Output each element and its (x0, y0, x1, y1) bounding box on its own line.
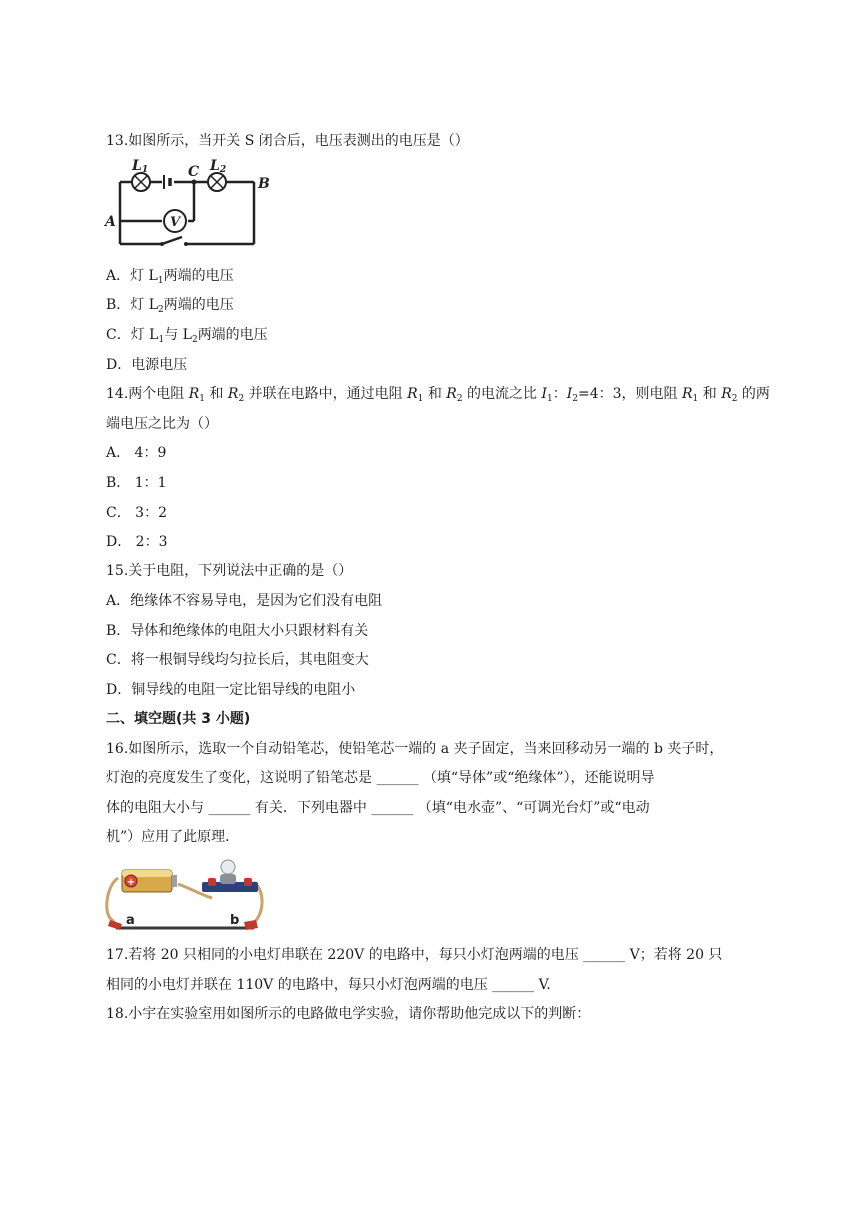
q13-circuit-diagram (104, 160, 274, 260)
q14-option-d: D． 2：3 (106, 534, 168, 550)
q14-option-a: A． 4：9 (106, 445, 167, 461)
point-b-label: B (258, 176, 270, 192)
point-c-label: C (188, 164, 200, 180)
q16-line2: 灯泡的亮度发生了变化，这说明了铅笔芯是 ______ （填“导体”或“绝缘体”），还能说明导 (106, 770, 655, 786)
q13-option-c: C．灯 $L_1$与 $L_2$两端的电压 (106, 327, 268, 345)
q15-option-b: B．导体和绝缘体的电阻大小只跟材料有关 (106, 623, 369, 639)
lamp-l2-icon (208, 173, 226, 191)
point-a-label: A (105, 214, 116, 230)
q14-option-b: B． 1：1 (106, 475, 167, 491)
clip-b-icon (244, 920, 258, 930)
q16-pencil-lead-circuit-figure (104, 858, 264, 936)
q14-stem-line2: 端电压之比为（） (106, 416, 218, 432)
clip-a-label: a (126, 913, 135, 928)
clip-b-label: b (230, 913, 240, 928)
voltmeter-label: V (169, 215, 181, 230)
q17-line2: 相同的小电灯并联在 110V 的电路中，每只小灯泡两端的电压 ______ V. (106, 977, 551, 993)
section-heading: 二、填空题(共 3 小题) (106, 711, 251, 727)
bulb-holder-icon (202, 860, 258, 892)
battery-icon (122, 870, 177, 892)
q13-option-b: B．灯 $L_2$两端的电压 (106, 297, 234, 315)
q15-option-a: A．绝缘体不容易导电，是因为它们没有电阻 (106, 593, 383, 609)
q15-option-c: C．将一根铜导线均匀拉长后，其电阻变大 (106, 652, 369, 668)
q18-line1: 18.小宇在实验室用如图所示的电路做电学实验，请你帮助他完成以下的判断： (106, 1006, 591, 1022)
q17-line1: 17.若将 20 只相同的小电灯串联在 220V 的电路中，每只小灯泡两端的电压 ______ V；若将 20 只 (106, 947, 723, 963)
q16-line4: 机”）应用了此原理． (106, 829, 240, 845)
l2-label: L2 (210, 158, 227, 175)
voltmeter-icon (164, 210, 186, 232)
lamp-l1-icon (132, 173, 150, 191)
q15-stem: 15.关于电阻，下列说法中正确的是（） (106, 563, 353, 579)
switch-icon (160, 237, 188, 246)
plus-sign: + (126, 877, 136, 888)
q16-line1: 16.如图所示，选取一个自动铅笔芯，使铅笔芯一端的 a 夹子固定，当来回移动另一端的 b 夹子时， (106, 741, 724, 757)
q16-line3: 体的电阻大小与 ______ 有关．下列电器中 ______ （填“电水壶”、“可调光台灯”或“电动 (106, 800, 650, 816)
q13-option-d: D．电源电压 (106, 357, 188, 373)
q14-stem-line1: 14.两个电阻 $R_1$ 和 $R_2$ 并联在电路中，通过电阻 $R_1$ 和 $R_2$ 的电流之比 $I_1$：$I_2=4$：3，则电阻 $R_1$ 和 $R_2$ 的两 (106, 386, 770, 404)
q15-option-d: D．铜导线的电阻一定比铝导线的电阻小 (106, 682, 356, 698)
l1-label: L1 (132, 158, 149, 175)
q13-stem: 13.如图所示，当开关 S 闭合后，电压表测出的电压是（） (106, 133, 469, 149)
battery-icon (164, 175, 170, 189)
q13-option-a: A．灯 $L_1$两端的电压 (106, 268, 234, 286)
q14-option-c: C． 3：2 (106, 505, 167, 521)
